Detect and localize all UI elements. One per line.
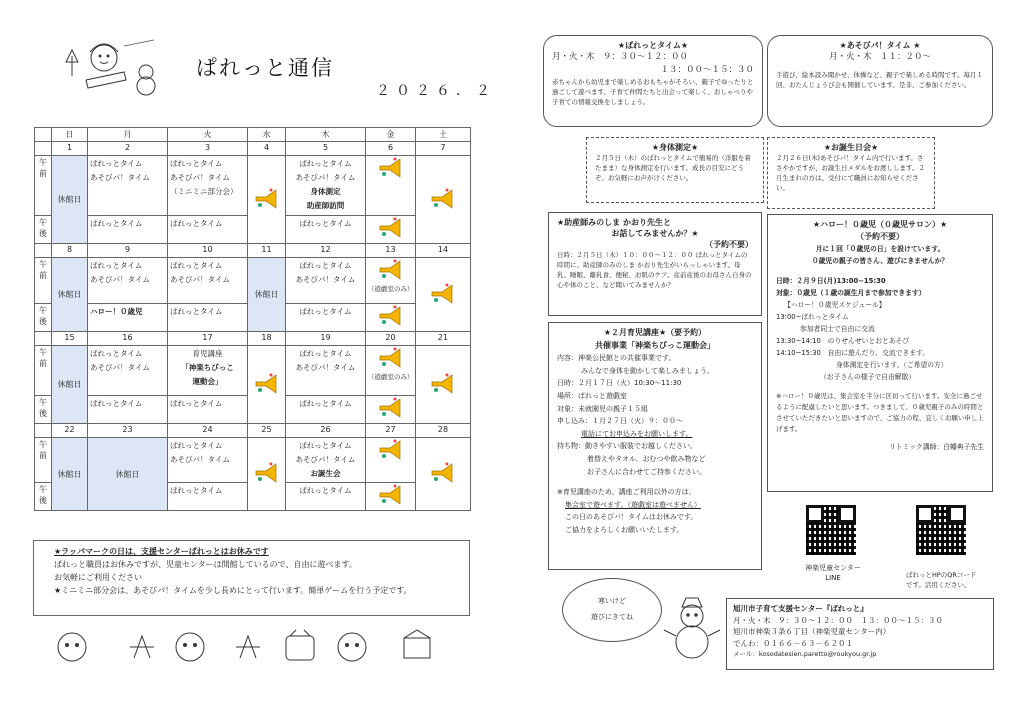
day-number: 22 bbox=[52, 424, 88, 438]
am-label: 午前 bbox=[35, 438, 52, 483]
pm-label: 午後 bbox=[35, 483, 52, 511]
day-number: 28 bbox=[416, 424, 471, 438]
speech-bubble: 寒いけど 遊びにきてね bbox=[562, 578, 662, 642]
day-events: ぱれっとタイム あそびパ！タイム bbox=[168, 438, 248, 483]
weekday-wed: 水 bbox=[248, 128, 286, 142]
calendar: 日 月 火 水 木 金 土 1 2 3 4 5 6 7 午前 休館日 ぱれっとタイム あそびパ！タイム ぱれっとタイム あそびパ！タイム （ミニミニ部分会） ぱれっとタイム あそびパ！タイム 身体測定 助産師訪問 午後 ぱれっとタイム ぱれっとタイム ぱれっとタイム 8 9 10 11 12 13 14 午前 休館日 ぱれっとタイム あそびパ！タイム ぱれっとタイム あそびパ！タイム 休館日 ぱれっとタイム あそびパ！タイム （遊戯室のみ） 午後 ハロー！０歳児 ぱれっとタイム ぱれっとタイム 15 16 17 18 19 20 21 午前 休館日 ぱれっとタイム あそびパ！タイム 育児講座 「神楽ちびっこ 運動会」 ぱれっとタイム あそびパ！タイム （遊戯室のみ） 午後 ぱれっとタイム ぱれっとタイム ぱれっとタイム 22 23 24 25 26 27 28 午前 休館日 休館日 ぱれっとタイム あそびパ！タイム ぱれっとタイム あそびパ！タイム お誕生会 午後 ぱれっとタイム ぱれっとタイム bbox=[34, 127, 471, 511]
closed-day: 休館日 bbox=[52, 346, 88, 424]
pm-label: 午後 bbox=[35, 304, 52, 332]
closed-day: 休館日 bbox=[88, 438, 168, 511]
closed-day: 休館日 bbox=[248, 258, 286, 332]
trumpet-icon bbox=[254, 373, 280, 395]
weekday-tue: 火 bbox=[168, 128, 248, 142]
snowman-icon bbox=[662, 596, 722, 664]
weekday-mon: 月 bbox=[88, 128, 168, 142]
footer-illustrations bbox=[50, 628, 450, 666]
day-number: 5 bbox=[286, 142, 366, 156]
trumpet-icon bbox=[378, 217, 404, 239]
closed-day: 休館日 bbox=[52, 438, 88, 511]
note-line: ★ラッパマークの日は、支援センターぱれっとはお休みです bbox=[54, 547, 269, 556]
weekday-sun: 日 bbox=[52, 128, 88, 142]
midwife-box: ★助産師みのしま かおり先生と お話してみませんか？★ （予約不要） 日時：２月５日（木）１０：００～１２：００ ぱれっとタイムの時間に、助産師のみのしま かおり先生がいらっしゃいます。母乳、睡眠、離乳食、便秘、お肌のケア、産前産後のお母さん自身の心や体のこと、など聞いてみませんか？ bbox=[548, 212, 762, 316]
pm-label: 午後 bbox=[35, 396, 52, 424]
trumpet-icon bbox=[254, 462, 280, 484]
day-number: 12 bbox=[286, 244, 366, 258]
weekday-thu: 木 bbox=[286, 128, 366, 142]
trumpet-icon bbox=[430, 462, 456, 484]
day-number: 8 bbox=[52, 244, 88, 258]
day-events: ぱれっとタイム あそびパ！タイム 身体測定 助産師訪問 bbox=[286, 156, 366, 216]
am-label: 午前 bbox=[35, 258, 52, 304]
day-events: ぱれっとタイム あそびパ！タイム bbox=[88, 346, 168, 396]
weekday-fri: 金 bbox=[366, 128, 416, 142]
day-number: 17 bbox=[168, 332, 248, 346]
day-number: 6 bbox=[366, 142, 416, 156]
note-line: ★ミニミニ部分会は、あそびパ！タイムを少し長めにとって行います。簡単ゲームを行う予定です。 bbox=[54, 586, 412, 595]
day-events: ぱれっとタイム あそびパ！タイム bbox=[88, 258, 168, 304]
day-events: ぱれっとタイム あそびパ！タイム bbox=[88, 156, 168, 216]
trumpet-icon bbox=[430, 373, 456, 395]
day-events: ぱれっとタイム あそびパ！タイム （ミニミニ部分会） bbox=[168, 156, 248, 216]
day-number: 14 bbox=[416, 244, 471, 258]
qr-label: です。活用ください。 bbox=[906, 581, 971, 589]
day-number: 25 bbox=[248, 424, 286, 438]
qr-label: LINE bbox=[825, 574, 841, 582]
day-number: 9 bbox=[88, 244, 168, 258]
weekday-sat: 土 bbox=[416, 128, 471, 142]
trumpet-icon bbox=[378, 305, 404, 327]
day-number: 19 bbox=[286, 332, 366, 346]
note-line: お気軽にご利用ください bbox=[54, 573, 142, 582]
page-title: ぱれっと通信 bbox=[196, 56, 334, 80]
qr-label: ぱれっとHPのQRコード bbox=[906, 571, 977, 579]
day-number: 21 bbox=[416, 332, 471, 346]
day-events: ぱれっとタイム あそびパ！タイム お誕生会 bbox=[286, 438, 366, 483]
trumpet-icon bbox=[378, 439, 404, 461]
hello-zero-box: ★ハロー！０歳児（０歳児サロン）★ （予約不要） 月に１回「０歳児の日」を設けています。 ０歳児の親子の皆さん、遊びにきませんか？ 日時：２月９日(月)13:00~15:30 対象：０歳児（１歳の誕生月まで参加できます） 【ハロー！０歳児スケジュール】 13:00~ぱれっとタイム 参加者同士で自由に交流 13:30~14:10 のりせんせいとおとあそび 14:10~15:30 自由に遊んだり、交流できます。 身体測定を行います。（ご希望の方） （お子さんの様子で自由解散） ※ハロー！０歳児は、集会室を半分に区切って行います。安全に過ごせるように配慮したいと思います。つきまして、０歳児親子のみの時間とさせていただきたいと思いますので、ご協力の程、宜しくお願い申し上げます。 リトミック講師：白幡典子先生 bbox=[767, 214, 993, 492]
day-number: 24 bbox=[168, 424, 248, 438]
day-number: 1 bbox=[52, 142, 88, 156]
day-number: 16 bbox=[88, 332, 168, 346]
hp-qr-code[interactable] bbox=[916, 505, 966, 555]
day-number: 13 bbox=[366, 244, 416, 258]
contact-box: 旭川市子育て支援センター『ぱれっと』 月・火・木 ９：３０～１２：００ １３：００～１５：３０ 旭川市神楽３条６丁目（神楽児童センター内） でんわ：０１６６－６３－６２０１ メール：kosodatesien.paretto@roukyou.gr.jp bbox=[726, 598, 994, 670]
course-box: ★２月育児講座★（要予約） 共催事業「神楽ちびっこ運動会」 内容：神楽公民館との共催事業です。 みんなで身体を動かして楽しみましょう。 日時：２月１７日（火）10:30～11:30 場所：ぱれっと遊戯室 対象：未就園児の親子１５組 申し込み：１月２７日（火）９：００～ 電話にてお申込みをお願いします。 持ち物：動きやすい服装でお越しください。 着替えやタオル、おむつや飲み物など お子さんに合わせてご持参ください。 ※育児講座のため、講座ご利用以外の方は、 集会室で遊べます。（遊戯室は遊べません） この日のあそびパ！タイムはお休みです。 ご協力をよろしくお願いいたします。 bbox=[548, 322, 762, 570]
line-qr-code[interactable] bbox=[806, 505, 856, 555]
closed-day: 休館日 bbox=[52, 258, 88, 332]
trumpet-icon bbox=[430, 283, 456, 305]
issue-date: ２０２６．２ bbox=[376, 83, 496, 99]
trumpet-icon bbox=[378, 157, 404, 179]
trumpet-icon bbox=[378, 347, 404, 369]
day-number: 23 bbox=[88, 424, 168, 438]
trumpet-icon bbox=[430, 188, 456, 210]
day-number: 27 bbox=[366, 424, 416, 438]
day-number: 7 bbox=[416, 142, 471, 156]
pm-label: 午後 bbox=[35, 216, 52, 244]
notes-box bbox=[33, 540, 470, 616]
body-measure-box: ★身体測定★ ２月５日（木）のぱれっとタイムで簡易的（洋服を着たまま）な身体測定を行います。成長の目安にどうぞ。お気軽にお声がけください。 bbox=[586, 137, 764, 203]
trumpet-icon bbox=[378, 259, 404, 281]
paretto-time-box: ★ぱれっとタイム★ 月・火・木 ９：３０～１２：００ １３：００～１５：３０ 赤ちゃんから幼児まで楽しめるおもちゃがそろい、親子でゆったりと過ごして遊べます。子育て仲間たちと出会って楽しく、おしゃべりや子育ての情報交換をしましょう。 bbox=[543, 35, 763, 127]
day-number: 10 bbox=[168, 244, 248, 258]
trumpet-icon bbox=[378, 484, 404, 506]
birthday-box: ★お誕生日会★ ２月２６日(木)あそびパ！タイム内で行います。ささやかですが、お誕生日メダルをお渡しします。２月生まれの方は、受付にて職員にお知らせください。 bbox=[767, 137, 935, 209]
day-number: 11 bbox=[248, 244, 286, 258]
day-number: 3 bbox=[168, 142, 248, 156]
day-events: ぱれっとタイム あそびパ！タイム bbox=[286, 258, 366, 304]
asobipa-box: ★あそびパ！タイム ★ 月・火・木 １１：２０～ 手遊び、絵本読み聞かせ、体操など、親子で楽しめる時間です。毎月１回、おたんじょうび会も開催しています。是非、ご参加ください。 bbox=[767, 35, 993, 127]
am-label: 午前 bbox=[35, 346, 52, 396]
am-label: 午前 bbox=[35, 156, 52, 216]
day-events: 育児講座 「神楽ちびっこ 運動会」 bbox=[168, 346, 248, 396]
day-events: ぱれっとタイム あそびパ！タイム bbox=[286, 346, 366, 396]
day-number: 26 bbox=[286, 424, 366, 438]
day-events: ぱれっとタイム あそびパ！タイム bbox=[168, 258, 248, 304]
day-number: 4 bbox=[248, 142, 286, 156]
day-number: 15 bbox=[52, 332, 88, 346]
day-number: 2 bbox=[88, 142, 168, 156]
qr-label: 神楽児童センター bbox=[805, 564, 861, 572]
trumpet-icon bbox=[254, 188, 280, 210]
closed-day: 休館日 bbox=[52, 156, 88, 244]
header-illustration bbox=[64, 36, 174, 96]
day-number: 18 bbox=[248, 332, 286, 346]
day-number: 20 bbox=[366, 332, 416, 346]
note-line: ぱれっと職員はお休みですが、児童センターは開館しているので、自由に遊べます。 bbox=[54, 560, 357, 569]
trumpet-icon bbox=[378, 397, 404, 419]
